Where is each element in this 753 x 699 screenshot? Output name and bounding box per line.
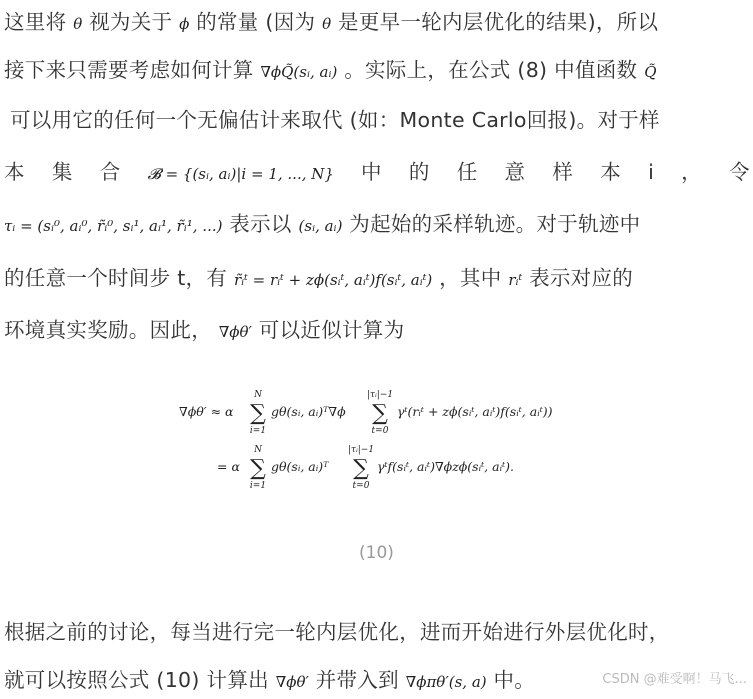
text-line-1 xyxy=(4,6,750,40)
text-line-2 xyxy=(4,54,750,88)
text-span: 表示对应的 xyxy=(529,266,634,290)
eq-line1-lhs: ∇ϕθ′ ≈ α xyxy=(179,404,234,419)
text-char: ， xyxy=(681,160,702,184)
text-span: 这里将 xyxy=(4,10,67,34)
text-span: 表示以 xyxy=(229,212,292,236)
text-line-7 xyxy=(4,314,750,348)
eq-sum3-top: N xyxy=(254,445,262,455)
math-grad-pi: ∇ϕπθ′(s, a) xyxy=(405,673,487,691)
text-char: i xyxy=(648,160,655,184)
eq-sum4-top: |τᵢ|−1 xyxy=(347,445,375,455)
eq-line2-rhs: γᵗf(sᵢᵗ, aᵢᵗ)∇ϕzϕ(sᵢᵗ, aᵢᵗ). xyxy=(377,459,515,474)
text-span: 环境真实奖励。因此， xyxy=(4,318,212,342)
text-char: 合 xyxy=(99,160,121,184)
csdn-watermark: CSDN @难受啊！马飞... xyxy=(600,668,749,687)
eq-sum4-bottom: t=0 xyxy=(352,481,370,491)
text-char: 本 xyxy=(4,160,25,184)
math-set-b: 𝓑 = {(sᵢ, aᵢ)|i = 1, ..., N} xyxy=(147,165,334,183)
equation-number: (10) xyxy=(359,543,394,563)
math-theta: θ xyxy=(322,15,332,33)
text-span: 中。 xyxy=(493,668,536,692)
text-span: 的任意一个时间步 t，有 xyxy=(4,266,228,290)
text-line-8 xyxy=(4,616,750,648)
text-span: 根据之前的讨论，每当进行完一轮内层优化，进而开始进行外层优化时， xyxy=(4,620,670,644)
text-char: 中 xyxy=(360,160,382,184)
text-span: 可以用它的任何一个无偏估计来取代 (如：Monte Carlo回报)。对于样 xyxy=(10,108,660,132)
eq-sum1-bottom: i=1 xyxy=(249,426,267,436)
eq-sum3-sigma: ∑ xyxy=(250,456,266,481)
text-span: ，其中 xyxy=(439,266,502,290)
text-span: 视为关于 xyxy=(89,10,173,34)
text-char: 集 xyxy=(51,160,73,184)
equation-10 xyxy=(175,385,595,500)
text-span: 接下来只需要考虑如何计算 xyxy=(4,58,254,82)
math-q-tilde: Q̃ xyxy=(644,63,657,81)
math-grad-theta: ∇ϕθ′ xyxy=(275,673,309,691)
text-span: 是更早一轮内层优化的结果)，所以 xyxy=(338,10,659,34)
eq-sum2-bottom: t=0 xyxy=(371,426,389,436)
text-span: 可以近似计算为 xyxy=(258,318,405,342)
math-reward: rᵢᵗ xyxy=(508,271,523,289)
eq-sum1-top: N xyxy=(254,390,262,400)
eq-sum2-sigma: ∑ xyxy=(372,401,388,426)
math-reward-eq: r̃ᵢᵗ = rᵢᵗ + zϕ(sᵢᵗ, aᵢᵗ)f(sᵢᵗ, aᵢᵗ) xyxy=(233,271,433,289)
text-line-4 xyxy=(4,156,750,190)
text-char: 本 xyxy=(600,160,622,184)
text-span: 。实际上，在公式 (8) 中值函数 xyxy=(344,58,638,82)
text-line-3 xyxy=(4,104,750,136)
math-grad-q: ∇ϕQ̃(sᵢ, aᵢ) xyxy=(260,63,338,81)
text-span: 并带入到 xyxy=(315,668,399,692)
text-char: 的 xyxy=(408,160,430,184)
text-span: 就可以按照公式 (10) 计算出 xyxy=(4,668,269,692)
eq-line2-mid: gθ(sᵢ, aᵢ)ᵀ xyxy=(271,459,329,474)
eq-sum3-bottom: i=1 xyxy=(249,481,267,491)
text-span: 为起始的采样轨迹。对于轨迹中 xyxy=(349,212,641,236)
text-span: 的常量 (因为 xyxy=(196,10,316,34)
text-line-6 xyxy=(4,262,750,296)
text-char: 任 xyxy=(456,160,478,184)
eq-line1-rhs: γᵗ(rᵢᵗ + zϕ(sᵢᵗ, aᵢᵗ)f(sᵢᵗ, aᵢᵗ)) xyxy=(397,404,553,419)
math-theta: θ xyxy=(73,15,83,33)
eq-sum2-top: |τᵢ|−1 xyxy=(366,390,394,400)
math-phi: ϕ xyxy=(179,15,190,33)
math-state-action: (sᵢ, aᵢ) xyxy=(298,217,343,235)
text-char: 令 xyxy=(729,160,750,184)
math-grad-theta: ∇ϕθ′ xyxy=(218,323,252,341)
text-char: 意 xyxy=(504,160,526,184)
eq-sum4-sigma: ∑ xyxy=(353,456,369,481)
eq-line1-mid: gθ(sᵢ, aᵢ)ᵀ∇ϕ xyxy=(271,404,346,419)
math-trajectory: τᵢ = (sᵢ⁰, aᵢ⁰, r̃ᵢ⁰, sᵢ¹, aᵢ¹, r̃ᵢ¹, ...) xyxy=(4,217,223,235)
eq-sum1-sigma: ∑ xyxy=(250,401,266,426)
text-char: 样 xyxy=(552,160,574,184)
eq-line2-lhs: = α xyxy=(217,459,240,474)
text-line-5 xyxy=(4,208,750,242)
